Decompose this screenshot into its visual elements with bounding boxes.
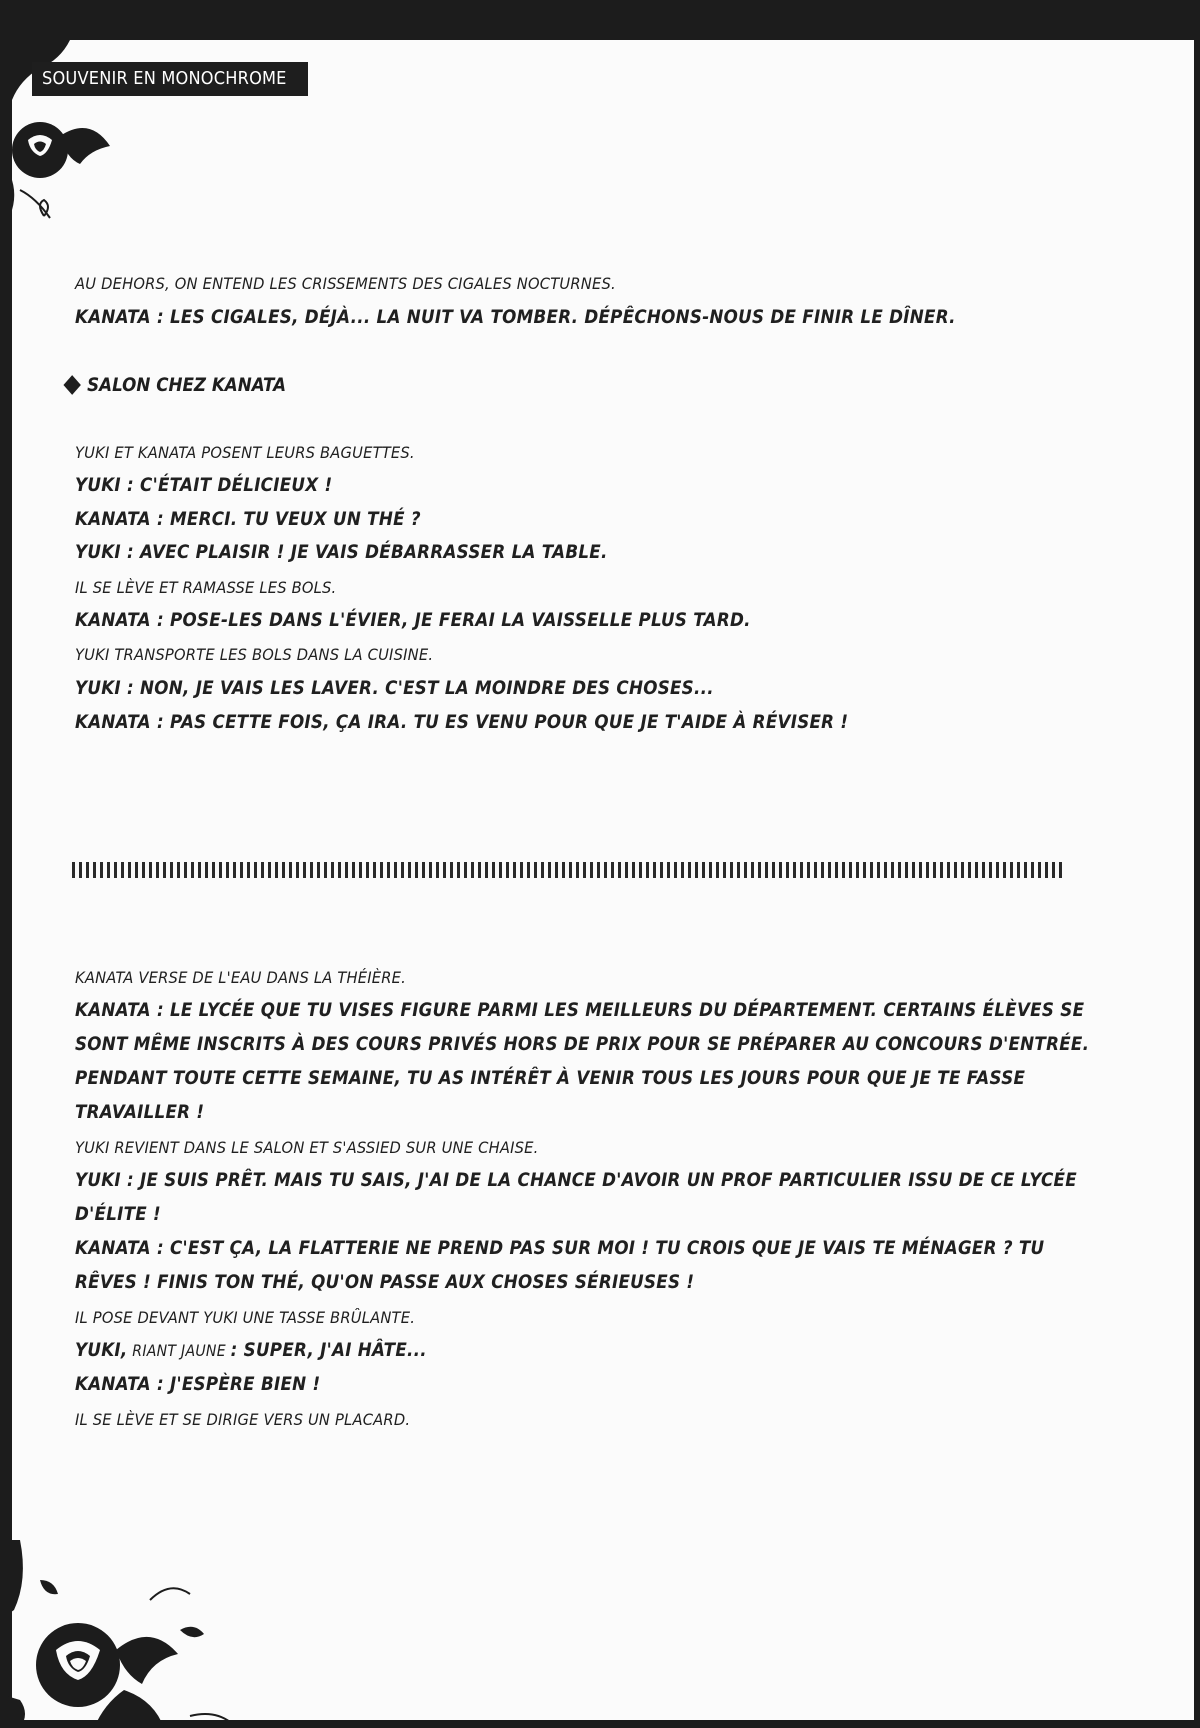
dialogue-line: KANATA : LES CIGALES, DÉJÀ... LA NUIT VA TOMBER. DÉPÊCHONS-NOUS DE FINIR LE DÎNER. bbox=[75, 306, 956, 328]
dialogue-line: TRAVAILLER ! bbox=[75, 1101, 205, 1123]
section-separator bbox=[72, 862, 1064, 878]
dialogue-line: D'ÉLITE ! bbox=[75, 1203, 161, 1225]
dialogue-line: YUKI : C'ÉTAIT DÉLICIEUX ! bbox=[75, 474, 333, 496]
speaker-note: RIANT JAUNE bbox=[127, 1341, 231, 1360]
dialogue-text: : SUPER, J'AI HÂTE... bbox=[230, 1339, 427, 1361]
dialogue-line-with-note bbox=[75, 1339, 427, 1361]
stage-direction: KANATA VERSE DE L'EAU DANS LA THÉIÈRE. bbox=[75, 968, 407, 987]
stage-direction: IL POSE DEVANT YUKI UNE TASSE BRÛLANTE. bbox=[75, 1308, 416, 1327]
stage-direction: IL SE LÈVE ET RAMASSE LES BOLS. bbox=[75, 578, 337, 597]
dialogue-line: KANATA : MERCI. TU VEUX UN THÉ ? bbox=[75, 508, 421, 530]
page-frame-right bbox=[1194, 0, 1200, 1728]
page-frame-left bbox=[0, 0, 12, 1728]
stage-direction: AU DEHORS, ON ENTEND LES CRISSEMENTS DES CIGALES NOCTURNES. bbox=[75, 274, 616, 293]
speaker-name: YUKI, bbox=[75, 1339, 128, 1361]
dialogue-line: RÊVES ! FINIS TON THÉ, QU'ON PASSE AUX CHOSES SÉRIEUSES ! bbox=[75, 1271, 695, 1293]
dialogue-line: KANATA : J'ESPÈRE BIEN ! bbox=[75, 1373, 321, 1395]
scene-heading bbox=[66, 374, 286, 396]
stage-direction: YUKI ET KANATA POSENT LEURS BAGUETTES. bbox=[75, 443, 415, 462]
dialogue-line: KANATA : PAS CETTE FOIS, ÇA IRA. TU ES VENU POUR QUE JE T'AIDE À RÉVISER ! bbox=[75, 711, 849, 733]
dialogue-line: YUKI : AVEC PLAISIR ! JE VAIS DÉBARRASSER LA TABLE. bbox=[75, 541, 608, 563]
page-frame-top bbox=[0, 0, 1200, 40]
rose-ornament-bottom-icon bbox=[0, 1540, 240, 1728]
dialogue-line: PENDANT TOUTE CETTE SEMAINE, TU AS INTÉRÊT À VENIR TOUS LES JOURS POUR QUE JE TE FASSE bbox=[75, 1067, 1026, 1089]
stage-direction: YUKI REVIENT DANS LE SALON ET S'ASSIED SUR UNE CHAISE. bbox=[75, 1138, 539, 1157]
scene-heading-text: SALON CHEZ KANATA bbox=[87, 374, 287, 396]
dialogue-line: KANATA : LE LYCÉE QUE TU VISES FIGURE PARMI LES MEILLEURS DU DÉPARTEMENT. CERTAINS ÉLÈVES SE bbox=[75, 999, 1085, 1021]
dialogue-line: YUKI : JE SUIS PRÊT. MAIS TU SAIS, J'AI DE LA CHANCE D'AVOIR UN PROF PARTICULIER ISSU DE CE LYCÉE bbox=[75, 1169, 1077, 1191]
dialogue-line: KANATA : C'EST ÇA, LA FLATTERIE NE PREND PAS SUR MOI ! TU CROIS QUE JE VAIS TE MÉNAGER ? TU bbox=[75, 1237, 1045, 1259]
running-header: SOUVENIR EN MONOCHROME bbox=[32, 62, 308, 96]
stage-direction: IL SE LÈVE ET SE DIRIGE VERS UN PLACARD. bbox=[75, 1410, 411, 1429]
dialogue-line: KANATA : POSE-LES DANS L'ÉVIER, JE FERAI LA VAISSELLE PLUS TARD. bbox=[75, 609, 751, 631]
dialogue-line: SONT MÊME INSCRITS À DES COURS PRIVÉS HORS DE PRIX POUR SE PRÉPARER AU CONCOURS D'ENTRÉE. bbox=[75, 1033, 1090, 1055]
dialogue-line: YUKI : NON, JE VAIS LES LAVER. C'EST LA MOINDRE DES CHOSES... bbox=[75, 677, 714, 699]
stage-direction: YUKI TRANSPORTE LES BOLS DANS LA CUISINE. bbox=[75, 645, 434, 664]
diamond-bullet-icon bbox=[63, 375, 80, 395]
